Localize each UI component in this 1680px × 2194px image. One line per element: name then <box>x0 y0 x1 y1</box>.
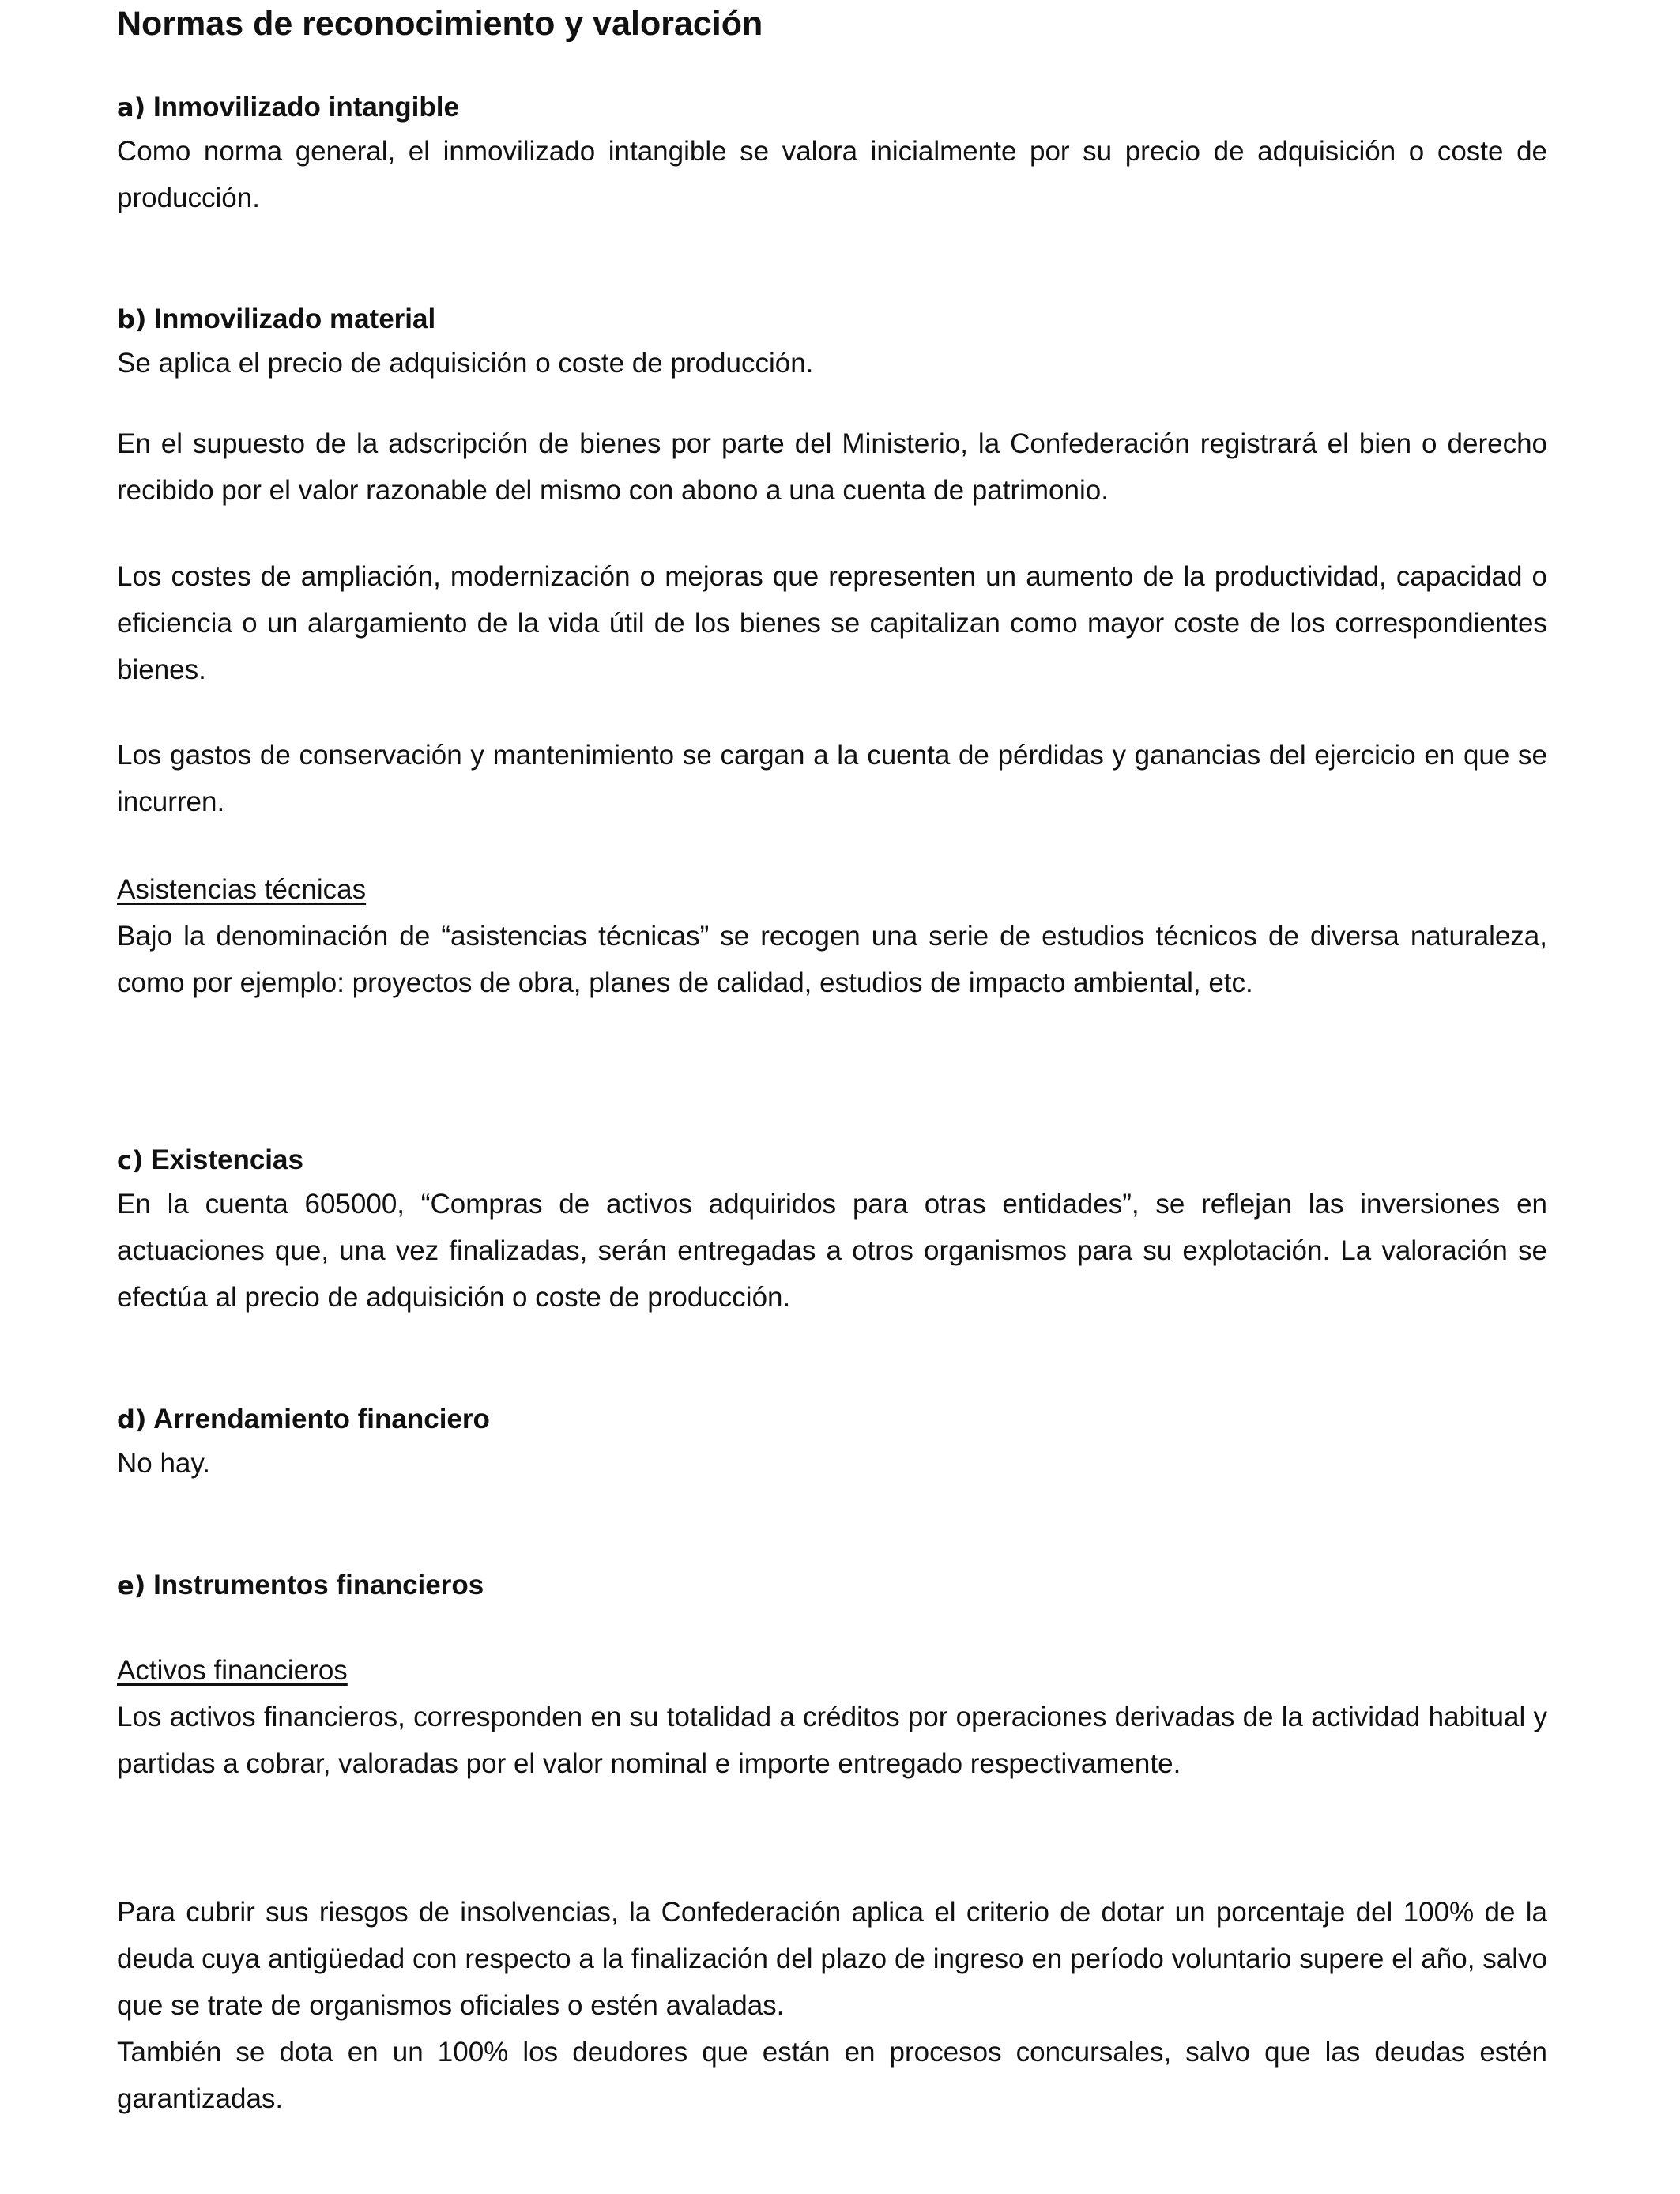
section-a-heading <box>117 87 1547 128</box>
section-c-heading <box>117 1140 1547 1181</box>
section-d-text: No hay. <box>117 1448 211 1479</box>
section-e-paragraph-1: Los activos financieros, corresponden en su totalidad a créditos por operaciones derivadas de la actividad habitual y partidas a cobrar, valoradas por el valor nominal e importe entregado respectivamente. <box>117 1702 1547 1779</box>
section-a-text: Como norma general, el inmovilizado intangible se valora inicialmente por su precio de adquisición o coste de producción. <box>117 136 1547 213</box>
section-e-block-2 <box>117 1889 1547 2122</box>
section-b-paragraph-3: Los costes de ampliación, modernización o mejoras que representen un aumento de la productividad, capacidad o eficiencia o un alargamiento de la vida útil de los bienes se capitalizan como mayor coste de los correspondientes bienes. <box>117 561 1547 685</box>
section-b-title: Inmovilizado material <box>154 303 436 334</box>
section-b-block-3 <box>117 553 1547 693</box>
section-e-letter: e) <box>117 1570 146 1600</box>
section-b <box>117 299 1547 386</box>
activos-subheading: Activos financieros <box>117 1655 348 1686</box>
section-a-title: Inmovilizado intangible <box>153 92 459 123</box>
section-c-text: En la cuenta 605000, “Compras de activos adquiridos para otras entidades”, se reflejan las inversiones en actuaciones que, una vez finalizadas, serán entregadas a otros organismos para su explotación. La valoración se efectúa al precio de adquisición o coste de producción. <box>117 1189 1547 1313</box>
section-e-heading <box>117 1565 1547 1606</box>
section-a <box>117 87 1547 221</box>
section-d <box>117 1399 1547 1487</box>
section-d-title: Arrendamiento financiero <box>153 1404 490 1434</box>
section-a-letter: a) <box>117 92 146 123</box>
section-b-paragraph-2: En el supuesto de la adscripción de bienes por parte del Ministerio, la Confederación registrará el bien o derecho recibido por el valor razonable del mismo con abono a una cuenta de patrimonio. <box>117 428 1547 506</box>
section-b-letter: b) <box>117 304 147 334</box>
section-e-title: Instrumentos financieros <box>153 1570 484 1600</box>
section-b-block-4 <box>117 732 1547 825</box>
section-b-block-5 <box>117 866 1547 1006</box>
section-e-paragraph-3: También se dota en un 100% los deudores que están en procesos concursales, salvo que las deudas estén garantizadas. <box>117 2037 1547 2114</box>
section-d-heading <box>117 1399 1547 1440</box>
document-title: Normas de reconocimiento y valoración <box>117 5 763 43</box>
section-d-letter: d) <box>117 1404 147 1434</box>
section-e-block-1 <box>117 1647 1547 1787</box>
section-b-heading <box>117 299 1547 340</box>
section-e <box>117 1565 1547 1606</box>
section-c-title: Existencias <box>151 1144 303 1175</box>
section-c-letter: c) <box>117 1145 144 1175</box>
section-e-paragraph-2: Para cubrir sus riesgos de insolvencias, la Confederación aplica el criterio de dotar un porcentaje del 100% de la deuda cuya antigüedad con respecto a la finalización del plazo de ingreso en período voluntario supere el año, salvo que se trate de organismos oficiales o estén avaladas. <box>117 1897 1547 2021</box>
section-c <box>117 1140 1547 1321</box>
section-b-paragraph-5: Bajo la denominación de “asistencias técnicas” se recogen una serie de estudios técnicos de diversa naturaleza, como por ejemplo: proyectos de obra, planes de calidad, estudios de impacto ambiental, etc. <box>117 921 1547 998</box>
section-b-paragraph-1: Se aplica el precio de adquisición o coste de producción. <box>117 348 814 379</box>
asistencias-subheading: Asistencias técnicas <box>117 874 367 905</box>
section-b-paragraph-4: Los gastos de conservación y mantenimiento se cargan a la cuenta de pérdidas y ganancias del ejercicio en que se incurren. <box>117 740 1547 817</box>
section-b-block-2 <box>117 420 1547 514</box>
